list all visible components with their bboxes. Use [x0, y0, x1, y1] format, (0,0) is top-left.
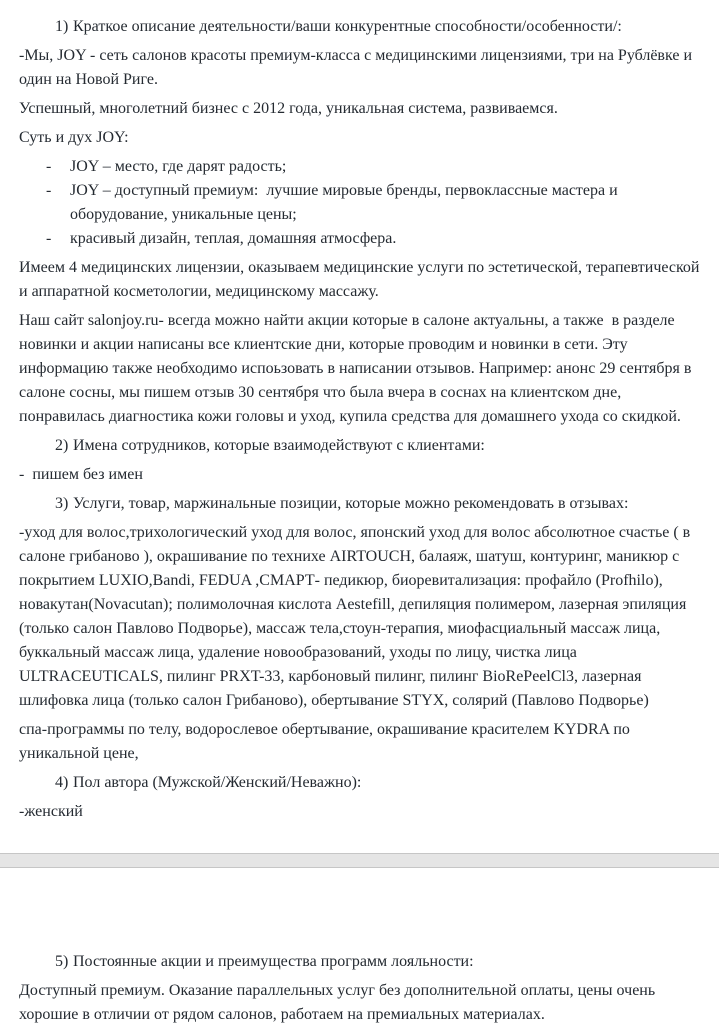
paragraph: - пишем без имен	[19, 466, 143, 483]
paragraph: Доступный премиум. Оказание параллельных услуг без дополнительной оплаты, цены очень хорошие в отличии от рядом салонов, работаем на премиальных материалах.	[19, 982, 660, 1023]
item-text: Имена сотрудников, которые взаимодействуют с клиентами:	[73, 437, 485, 454]
page-break-separator	[0, 853, 719, 868]
paragraph: Наш сайт salonjoy.ru- всегда можно найти акции которые в салоне актуальны, а также в разделе новинки и акции написаны все клиентские дни, которые проводим и новинки в сети. Эту информацию также необходимо испоьзовать в написании отзывов. Например: анонс 29 сентября в салоне сосны, мы пишем отзыв 30 сентября что была вчера в соснах на клиентском дне, понравилась диагностика кожи головы и уход, купила средства для домашнего ухода со скидкой.	[19, 312, 696, 425]
bullet-list	[19, 155, 700, 251]
bullet-dash-marker: -	[46, 230, 52, 247]
paragraph: спа-программы по телу, водорослевое обертывание, окрашивание красителем KYDRA по уникальной цене,	[19, 721, 634, 762]
numbered-item	[19, 950, 700, 974]
bullet-text: красивый дизайн, теплая, домашняя атмосфера.	[70, 230, 397, 247]
document-page-2	[0, 868, 719, 1027]
item-number: 1)	[55, 18, 69, 35]
numbered-item	[19, 492, 700, 516]
item-number: 3)	[55, 495, 69, 512]
numbered-item	[19, 434, 700, 458]
item-text: Пол автора (Мужской/Женский/Неважно):	[73, 774, 362, 791]
item-text: Услуги, товар, маржинальные позиции, которые можно рекомендовать в отзывах:	[73, 495, 629, 512]
paragraph: Успешный, многолетний бизнес с 2012 года, уникальная система, развиваемся.	[19, 100, 558, 117]
item-number: 2)	[55, 437, 69, 454]
bullet-item	[19, 179, 700, 227]
bullet-item	[19, 227, 700, 251]
paragraph: -Мы, JOY - сеть салонов красоты премиум-класса с медицинскими лицензиями, три на Рублёвке и один на Новой Риге.	[19, 47, 697, 88]
bullet-dash-marker: -	[46, 158, 52, 175]
bullet-text: JOY – место, где дарят радость;	[70, 158, 287, 175]
bullet-dash-marker: -	[46, 182, 52, 199]
paragraph: -уход для волос,трихологический уход для волос, японский уход для волос абсолютное счастье ( в салоне грибаново ), окрашивание по технихе AIRTOUCH, балаяж, шатуш, контуринг, маникюр с покрытием LUXIO,Bandi, FEDUA ,СМАРТ- педикюр, биоревитализация: профайло (Profhilo), новакутан(Novacutan); полимолочная кислота Aestefill, депиляция полимером, лазерная эпиляция (только салон Павлово Подворье), массаж тела,стоун-терапия, миофасциальный массаж лица, буккальный массаж лица, удаление новообразований, уходы по лицу, чистка лица ULTRACEUTICALS, пилинг PRXT-33, карбоновый пилинг, пилинг BioRePeelCl3, лазерная шлифовка лица (только салон Грибаново), обертывание STYX, солярий (Павлово Подворье)	[19, 524, 695, 709]
paragraph: -женский	[19, 803, 83, 820]
item-number: 5)	[55, 953, 69, 970]
numbered-item	[19, 771, 700, 795]
item-text: Постоянные акции и преимущества программ лояльности:	[73, 953, 474, 970]
paragraph: Имеем 4 медицинских лицензии, оказываем медицинские услуги по эстетической, терапевтической и аппаратной косметологии, медицинскому массажу.	[19, 259, 704, 300]
item-number: 4)	[55, 774, 69, 791]
bullet-text: JOY – доступный премиум: лучшие мировые бренды, первоклассные мастера и оборудование, уникальные цены;	[70, 182, 622, 223]
item-text: Краткое описание деятельности/ваши конкурентные способности/особенности/:	[73, 18, 622, 35]
numbered-item	[19, 15, 700, 39]
bullet-item	[19, 155, 700, 179]
paragraph: Суть и дух JOY:	[19, 129, 129, 146]
